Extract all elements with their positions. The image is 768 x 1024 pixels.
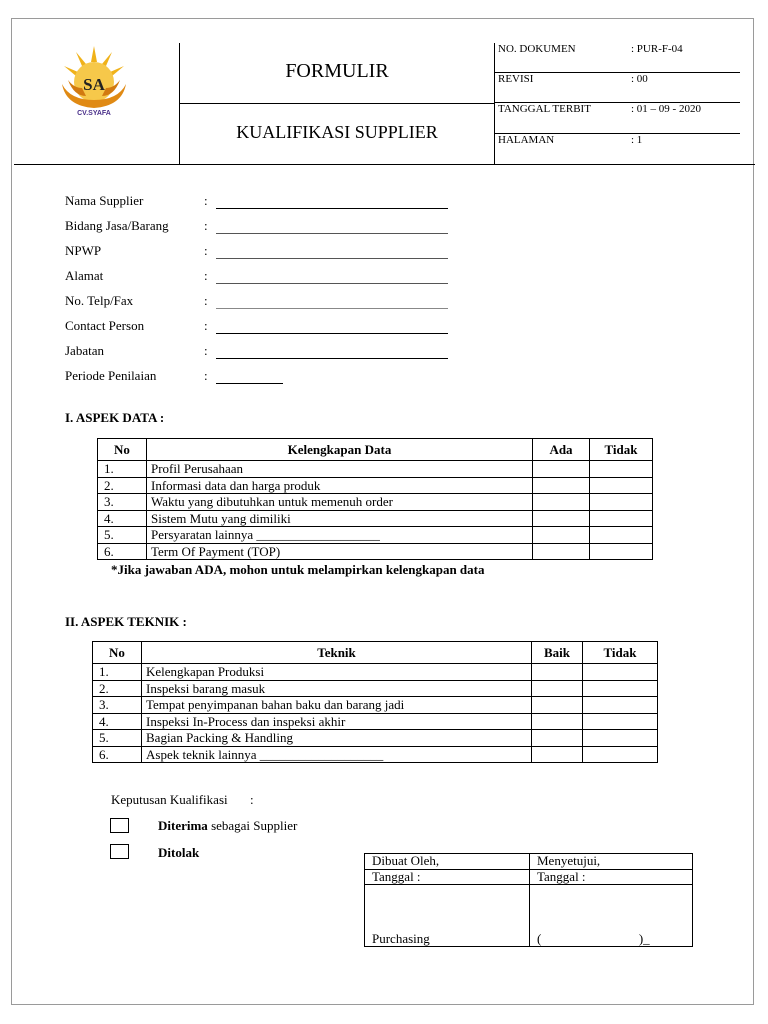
row-item: Sistem Mutu yang dimiliki: [147, 510, 533, 527]
supplier-name-input-line[interactable]: [216, 208, 448, 209]
company-logo: [56, 44, 132, 118]
header-divider: [179, 103, 495, 104]
phone-fax-input-line[interactable]: [216, 308, 448, 309]
row-number: 1.: [93, 664, 142, 681]
signature-prepared-role[interactable]: Purchasing: [365, 885, 530, 947]
row-item: Inspeksi In-Process dan inspeksi akhir: [142, 713, 532, 730]
ada-checkbox-cell[interactable]: [533, 477, 590, 494]
meta-label-issue-date: TANGGAL TERBIT: [498, 103, 591, 115]
table-row: [93, 680, 658, 697]
field-colon: :: [204, 318, 208, 333]
table-row: [98, 477, 653, 494]
row-number: 6.: [98, 543, 147, 560]
column-header-data-completeness: Kelengkapan Data: [147, 439, 533, 461]
form-title: FORMULIR: [285, 60, 389, 82]
field-label-address: Alamat: [65, 268, 104, 283]
signature-prepared-date[interactable]: Tanggal :: [365, 869, 530, 885]
tidak-checkbox-cell[interactable]: [590, 494, 653, 511]
logo-company-name: CV.SYAFA: [77, 110, 111, 117]
contact-person-input-line[interactable]: [216, 333, 448, 334]
meta-label-revision: REVISI: [498, 73, 534, 85]
field-label-business-field: Bidang Jasa/Barang: [65, 218, 169, 233]
decision-colon: :: [250, 792, 254, 807]
field-colon: :: [204, 218, 208, 233]
column-header-no: No: [93, 642, 142, 664]
row-number: 5.: [93, 730, 142, 747]
table-row: [93, 713, 658, 730]
data-aspect-table: [97, 438, 653, 560]
technical-aspect-table: [92, 641, 658, 763]
row-number: 6.: [93, 746, 142, 763]
decision-label: Keputusan Kualifikasi: [111, 792, 228, 807]
column-header-not-available: Tidak: [590, 439, 653, 461]
field-colon: :: [204, 293, 208, 308]
field-colon: :: [204, 343, 208, 358]
row-item: Aspek teknik lainnya ___________________: [142, 746, 532, 763]
tidak-checkbox-cell[interactable]: [583, 713, 658, 730]
field-label-supplier-name: Nama Supplier: [65, 193, 144, 208]
row-item: Term Of Payment (TOP): [147, 543, 533, 560]
table-row: [93, 730, 658, 747]
tidak-checkbox-cell[interactable]: [590, 510, 653, 527]
baik-checkbox-cell[interactable]: [532, 664, 583, 681]
field-colon: :: [204, 368, 208, 383]
row-item: Profil Perusahaan: [147, 461, 533, 478]
tidak-checkbox-cell[interactable]: [590, 461, 653, 478]
baik-checkbox-cell[interactable]: [532, 746, 583, 763]
column-header-good: Baik: [532, 642, 583, 664]
tidak-checkbox-cell[interactable]: [583, 680, 658, 697]
meta-label-page: HALAMAN: [498, 134, 555, 146]
assessment-period-input-line[interactable]: [216, 383, 283, 384]
signature-approved-name[interactable]: ( )_: [530, 885, 693, 947]
row-item: Persyaratan lainnya ___________________: [147, 527, 533, 544]
table-row: [98, 461, 653, 478]
signature-table: [364, 853, 693, 947]
signature-approved-header: Menyetujui,: [530, 854, 693, 870]
table-row: [93, 697, 658, 714]
tidak-checkbox-cell[interactable]: [590, 477, 653, 494]
field-label-position: Jabatan: [65, 343, 104, 358]
meta-value-page: : 1: [631, 134, 643, 146]
baik-checkbox-cell[interactable]: [532, 730, 583, 747]
row-number: 1.: [98, 461, 147, 478]
table-row: [98, 510, 653, 527]
column-header-available: Ada: [533, 439, 590, 461]
field-colon: :: [204, 268, 208, 283]
form-subtitle: KUALIFIKASI SUPPLIER: [236, 122, 438, 142]
field-label-npwp: NPWP: [65, 243, 102, 258]
rejected-option-bold: Ditolak: [158, 845, 200, 860]
rejected-checkbox[interactable]: [110, 844, 129, 859]
accepted-checkbox[interactable]: [110, 818, 129, 833]
field-label-phone-fax: No. Telp/Fax: [65, 293, 134, 308]
row-item: Kelengkapan Produksi: [142, 664, 532, 681]
meta-value-revision: : 00: [631, 73, 648, 85]
table-row: [98, 543, 653, 560]
row-item: Tempat penyimpanan bahan baku dan barang jadi: [142, 697, 532, 714]
tidak-checkbox-cell[interactable]: [583, 730, 658, 747]
signature-approved-date[interactable]: Tanggal :: [530, 869, 693, 885]
field-label-contact-person: Contact Person: [65, 318, 145, 333]
row-number: 4.: [98, 510, 147, 527]
accepted-option-rest: sebagai Supplier: [207, 818, 298, 833]
tidak-checkbox-cell[interactable]: [590, 527, 653, 544]
rejected-option-label: [158, 845, 199, 861]
meta-label-document-number: NO. DOKUMEN: [498, 43, 576, 55]
tidak-checkbox-cell[interactable]: [583, 664, 658, 681]
business-field-input-line[interactable]: [216, 233, 448, 234]
row-number: 2.: [98, 477, 147, 494]
field-colon: :: [204, 243, 208, 258]
position-input-line[interactable]: [216, 358, 448, 359]
data-aspect-note: *Jika jawaban ADA, mohon untuk melampirkan kelengkapan data: [111, 562, 485, 577]
signature-prepared-header: Dibuat Oleh,: [365, 854, 530, 870]
ada-checkbox-cell[interactable]: [533, 494, 590, 511]
ada-checkbox-cell[interactable]: [533, 543, 590, 560]
logo-initials: SA: [83, 75, 105, 94]
header-bottom-line: [14, 164, 755, 165]
ada-checkbox-cell[interactable]: [533, 510, 590, 527]
row-item: Bagian Packing & Handling: [142, 730, 532, 747]
accepted-option-bold: Diterima: [158, 818, 208, 833]
tidak-checkbox-cell[interactable]: [583, 746, 658, 763]
meta-value-issue-date: : 01 – 09 - 2020: [631, 103, 701, 115]
row-item: Inspeksi barang masuk: [142, 680, 532, 697]
tidak-checkbox-cell[interactable]: [590, 543, 653, 560]
baik-checkbox-cell[interactable]: [532, 697, 583, 714]
table-row: [98, 494, 653, 511]
address-input-line[interactable]: [216, 283, 448, 284]
ada-checkbox-cell[interactable]: [533, 461, 590, 478]
column-header-not-good: Tidak: [583, 642, 658, 664]
baik-checkbox-cell[interactable]: [532, 713, 583, 730]
npwp-input-line[interactable]: [216, 258, 448, 259]
accepted-option-label: [158, 818, 297, 834]
column-header-technical: Teknik: [142, 642, 532, 664]
row-number: 5.: [98, 527, 147, 544]
row-number: 3.: [98, 494, 147, 511]
meta-value-document-number: : PUR-F-04: [631, 43, 683, 55]
ada-checkbox-cell[interactable]: [533, 527, 590, 544]
table-row: [93, 746, 658, 763]
section-title-data-aspect: I. ASPEK DATA :: [65, 410, 165, 425]
table-row: [93, 664, 658, 681]
row-item: Informasi data dan harga produk: [147, 477, 533, 494]
row-number: 3.: [93, 697, 142, 714]
column-header-no: No: [98, 439, 147, 461]
baik-checkbox-cell[interactable]: [532, 680, 583, 697]
field-colon: :: [204, 193, 208, 208]
row-item: Waktu yang dibutuhkan untuk memenuh order: [147, 494, 533, 511]
row-number: 4.: [93, 713, 142, 730]
table-row: [98, 527, 653, 544]
row-number: 2.: [93, 680, 142, 697]
section-title-technical-aspect: II. ASPEK TEKNIK :: [65, 614, 187, 629]
field-label-assessment-period: Periode Penilaian: [65, 368, 157, 383]
tidak-checkbox-cell[interactable]: [583, 697, 658, 714]
